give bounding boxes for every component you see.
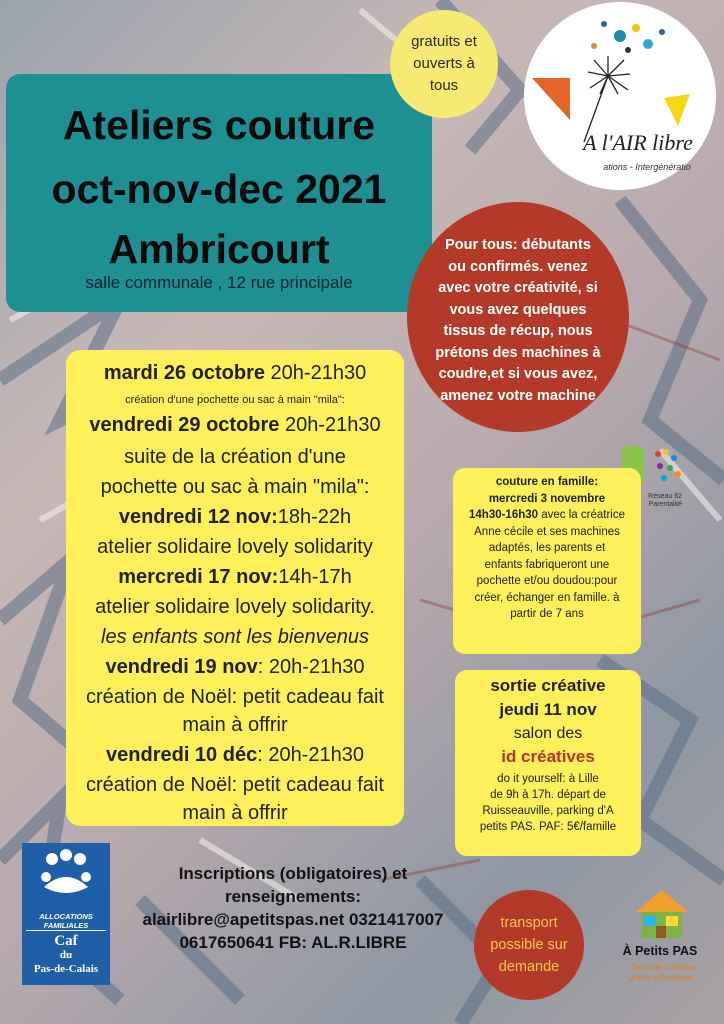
session-4-desc: atelier solidaire lovely solidarity. — [95, 596, 375, 618]
session-time: 20h-21h30 — [264, 362, 367, 384]
session-5 — [66, 656, 404, 679]
famille-line: Anne cécile et ses machines — [474, 525, 620, 538]
transport-line: possible sur — [490, 937, 568, 953]
sortie-line: Ruisseauville, parking d'A — [482, 805, 614, 817]
title-box — [6, 74, 432, 312]
intro-line: amenez votre machine — [440, 387, 596, 404]
session-4 — [66, 566, 404, 589]
transport-line: demande — [498, 959, 560, 975]
session-date: vendredi 29 octobre — [89, 414, 280, 436]
session-time: 20h-21h30 — [279, 414, 381, 436]
inscriptions-heading: renseignements: — [224, 887, 362, 906]
sortie-heading: sortie créative — [490, 676, 606, 695]
inscriptions — [118, 862, 468, 954]
caf-line: FAMILIALES — [43, 921, 89, 930]
session-time: 18h-22h — [277, 506, 352, 528]
session-5-desc: main à offrir — [182, 714, 288, 736]
petits-pas-tagline-line: Terre de Création — [631, 962, 697, 972]
session-date: mercredi 17 nov: — [118, 566, 279, 588]
session-4-note: les enfants sont les bienvenus — [101, 626, 369, 648]
session-6 — [66, 744, 404, 767]
famille-heading: couture en famille: — [495, 476, 599, 488]
session-5-desc: création de Noël: petit cadeau fait — [86, 686, 384, 708]
session-date: vendredi 10 déc — [106, 744, 258, 766]
contact-email-phone: alairlibre@apetitspas.net 0321417007 — [142, 910, 444, 929]
famille-time-line — [453, 507, 641, 524]
session-time: : 20h-21h30 — [257, 656, 365, 678]
session-2-desc: suite de la création d'une — [124, 446, 346, 468]
sortie-line: petits PAS. PAF: 5€/famille — [479, 821, 617, 833]
famille-line: partir de 7 ans — [510, 608, 584, 620]
session-date: mardi 26 octobre — [103, 362, 265, 384]
petits-pas-logo — [600, 888, 720, 998]
famille-box — [453, 468, 641, 654]
session-3-desc: atelier solidaire lovely solidarity — [97, 536, 373, 558]
inscriptions-heading: Inscriptions (obligatoires) et — [178, 864, 408, 883]
free-badge-line: ouverts à — [413, 55, 475, 72]
intro-line: prétons des machines à — [435, 344, 601, 361]
address: salle communale , 12 rue principale — [85, 273, 353, 292]
title-line-3: Ambricourt — [108, 226, 330, 272]
caf-name: Caf — [54, 933, 78, 949]
reseau-line: Réseau 62 — [648, 493, 682, 500]
caf-line: du — [59, 949, 73, 961]
session-6-desc: création de Noël: petit cadeau fait — [86, 774, 384, 796]
title-line-2: oct-nov-dec 2021 — [51, 166, 387, 212]
contact-phone-fb: 0617650641 FB: AL.R.LIBRE — [179, 933, 407, 952]
session-1 — [66, 362, 404, 385]
sortie-line: do it yourself: à Lille — [497, 773, 599, 785]
title-line-1: Ateliers couture — [62, 102, 376, 148]
famille-line: créer, échanger en famille. à — [474, 591, 620, 604]
famille-line: pochette et/ou doudou:pour — [476, 575, 618, 587]
intro-line: Pour tous: débutants — [445, 237, 591, 253]
transport-circle — [474, 890, 584, 1000]
caf-region: Pas-de-Calais — [33, 963, 99, 975]
intro-line: ou confirmés. venez — [448, 258, 588, 275]
sortie-line: de 9h à 17h. départ de — [490, 789, 606, 801]
session-2 — [66, 414, 404, 437]
intro-line: avec votre créativité, si — [438, 280, 598, 296]
session-3 — [66, 506, 404, 529]
session-date: vendredi 19 nov — [105, 656, 258, 678]
famille-line: adaptés, les parents et — [488, 542, 606, 554]
family-icon — [22, 843, 110, 907]
intro-circle — [407, 202, 629, 432]
session-date: vendredi 12 nov: — [118, 506, 278, 528]
session-2-desc: pochette ou sac à main "mila": — [100, 476, 370, 498]
session-time: 14h-17h — [278, 566, 352, 588]
famille-date: mercredi 3 novembre — [488, 492, 606, 505]
petits-pas-name: À Petits PAS — [622, 944, 698, 958]
famille-time: 14h30-16h30 — [469, 509, 539, 521]
session-1-desc: création d'une pochette ou sac à main "mila": — [125, 394, 345, 406]
famille-time-rest: avec la créatrice — [538, 509, 625, 521]
transport-line: transport — [500, 915, 558, 931]
alair-libre-text: A l'AIR libre — [583, 130, 693, 155]
free-badge — [390, 10, 498, 118]
free-badge-line: tous — [429, 77, 459, 94]
sortie-date: jeudi 11 nov — [499, 700, 597, 719]
sortie-box — [455, 670, 641, 856]
petits-pas-tagline — [608, 962, 720, 982]
session-6-desc: main à offrir — [182, 802, 288, 824]
reseau-line: Parentalité — [648, 501, 682, 508]
alair-libre-logo — [524, 2, 716, 190]
free-badge-line: gratuits et — [411, 33, 477, 50]
intro-line: tissus de récup, nous — [443, 323, 593, 339]
session-time: : 20h-21h30 — [257, 744, 364, 766]
sortie-salon: salon des — [513, 725, 583, 742]
alair-libre-tagline: ations - Intergénératio — [603, 162, 691, 172]
petits-pas-tagline-line: graine d'écologie... — [628, 972, 700, 982]
sortie-event-name: id créatives — [501, 747, 595, 766]
house-icon — [634, 888, 690, 940]
intro-line: vous avez quelques — [449, 301, 587, 318]
schedule-box — [66, 350, 404, 826]
caf-line: ALLOCATIONS — [39, 912, 93, 921]
caf-logo — [22, 843, 110, 985]
famille-line: enfants fabriqueront une — [484, 558, 610, 571]
intro-line: coudre,et si vous avez, — [438, 366, 598, 382]
